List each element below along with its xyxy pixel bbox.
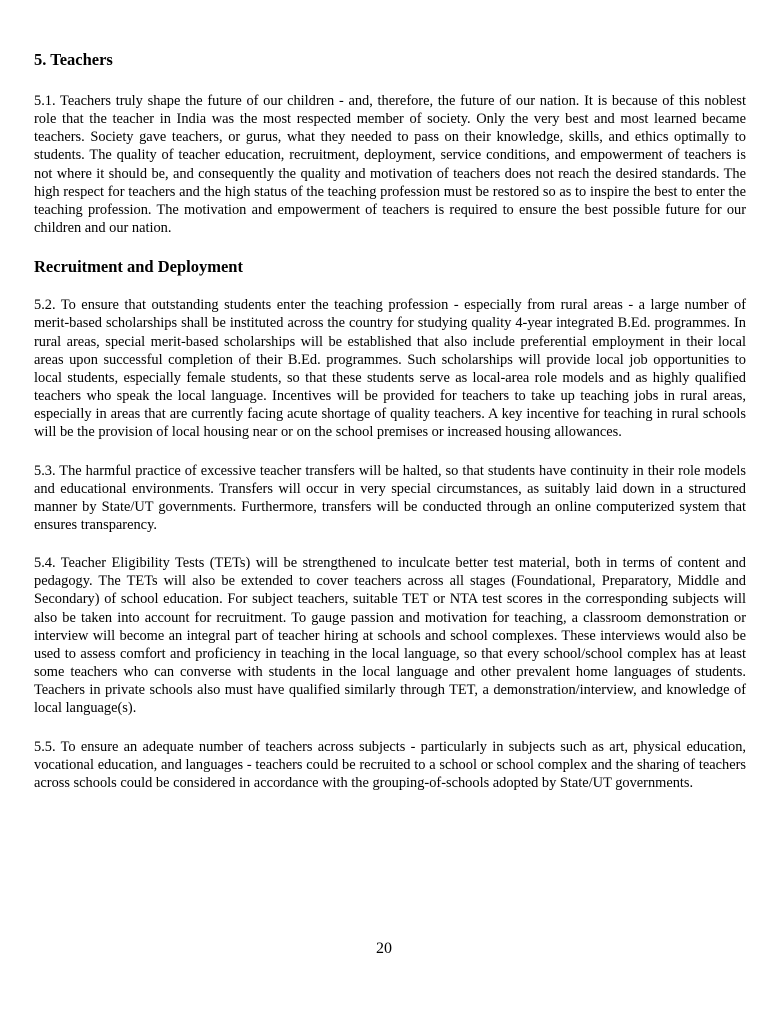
- paragraph-5-2: 5.2. To ensure that outstanding students enter the teaching profession - especially from rural areas - a large number of merit-based scholarships shall be instituted across the country for studying quality 4-year integrated B.Ed. programmes. In rural areas, special merit-based scholarships will be established that also include preferential employment in their local areas upon successful completion of their B.Ed. programmes. Such scholarships will provide local job opportunities to local students, especially female students, so that these students serve as local-area role models and as highly qualified teachers who speak the local language. Incentives will be provided for teachers to take up teaching jobs in rural areas, especially in areas that are currently facing acute shortage of quality teachers. A key incentive for teaching in rural schools will be the provision of local housing near or on the school premises or increased housing allowances.: [34, 297, 746, 441]
- page-number: 20: [376, 940, 392, 957]
- paragraph-5-4: 5.4. Teacher Eligibility Tests (TETs) will be strengthened to inculcate better test material, both in terms of content and pedagogy. The TETs will also be extended to cover teachers across all stages (Foundational, Preparatory, Middle and Secondary) of school education. For subject teachers, suitable TET or NTA test scores in the corresponding subjects will also be taken into account for recruitment. To gauge passion and motivation for teaching, a classroom demonstration or interview will become an integral part of teacher hiring at schools and school complexes. These interviews would also be used to assess comfort and proficiency in teaching in the local language, so that every school/school complex has at least some teachers who can converse with students in the local language and other prevalent home languages of students. Teachers in private schools also must have qualified similarly through TET, a demonstration/interview, and knowledge of local language(s).: [34, 555, 746, 717]
- paragraph-5-5: 5.5. To ensure an adequate number of teachers across subjects - particularly in subjects such as art, physical education, vocational education, and languages - teachers could be recruited to a school or school complex and the sharing of teachers across schools could be considered in accordance with the grouping-of-schools adopted by State/UT governments.: [34, 738, 746, 791]
- document-page: [34, 50, 746, 812]
- paragraph-5-3: 5.3. The harmful practice of excessive teacher transfers will be halted, so that students have continuity in their role models and educational environments. Transfers will occur in very special circumstances, as suitably laid down in a structured manner by State/UT governments. Furthermore, transfers will be conducted through an online computerized system that ensures transparency.: [34, 462, 746, 533]
- sub-heading-recruitment: Recruitment and Deployment: [34, 257, 243, 277]
- paragraph-5-1: 5.1. Teachers truly shape the future of our children - and, therefore, the future of our nation. It is because of this noblest role that the teacher in India was the most respected member of society. Only the very best and most learned became teachers. Society gave teachers, or gurus, what they needed to pass on their knowledge, skills, and ethics optimally to students. The quality of teacher education, recruitment, deployment, service conditions, and empowerment of teachers is not where it should be, and consequently the quality and motivation of teachers does not reach the desired standards. The high respect for teachers and the high status of the teaching profession must be restored so as to inspire the best to enter the teaching profession. The motivation and empowerment of teachers is required to ensure the best possible future for our children and our nation.: [34, 93, 746, 237]
- section-title: 5. Teachers: [34, 50, 113, 69]
